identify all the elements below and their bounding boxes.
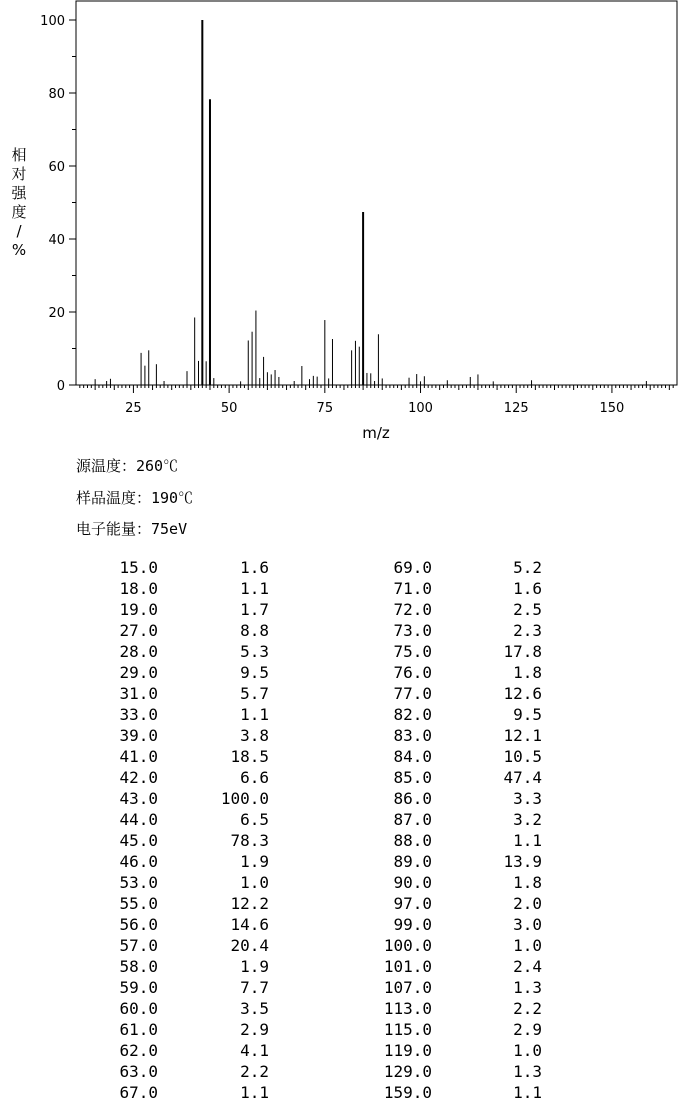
table-row — [0, 788, 680, 809]
intensity-value: 1.3 — [513, 978, 542, 997]
mz-value: 82.0 — [393, 705, 432, 724]
table-row — [0, 683, 680, 704]
intensity-value: 6.5 — [240, 810, 269, 829]
intensity-value: 47.4 — [503, 768, 542, 787]
mz-value: 67.0 — [119, 1083, 158, 1102]
mz-value: 100.0 — [383, 936, 432, 955]
y-tick-label: 100 — [40, 14, 65, 29]
mz-value: 101.0 — [383, 957, 432, 976]
intensity-value: 1.1 — [240, 705, 269, 724]
intensity-value: 1.3 — [513, 1062, 542, 1081]
table-row — [0, 935, 680, 956]
mz-value: 28.0 — [119, 642, 158, 661]
mz-value: 69.0 — [393, 558, 432, 577]
y-axis-label-char: / — [16, 222, 22, 240]
x-tick-label: 75 — [316, 401, 334, 416]
mz-value: 87.0 — [393, 810, 432, 829]
sample-temperature: 样品温度：190℃ — [76, 489, 194, 507]
mz-value: 76.0 — [393, 663, 432, 682]
source-temperature: 源温度：260℃ — [76, 457, 179, 475]
mz-value: 86.0 — [393, 789, 432, 808]
table-row — [0, 1061, 680, 1082]
intensity-value: 2.0 — [513, 894, 542, 913]
y-tick-label: 20 — [48, 306, 65, 321]
mz-value: 107.0 — [383, 978, 432, 997]
mz-value: 61.0 — [119, 1020, 158, 1039]
intensity-value: 9.5 — [513, 705, 542, 724]
table-row — [0, 578, 680, 599]
mz-value: 88.0 — [393, 831, 432, 850]
intensity-value: 1.0 — [240, 873, 269, 892]
mz-value: 159.0 — [383, 1083, 432, 1102]
mz-value: 15.0 — [119, 558, 158, 577]
x-tick-label: 100 — [408, 401, 433, 416]
mz-value: 63.0 — [119, 1062, 158, 1081]
mz-value: 84.0 — [393, 747, 432, 766]
intensity-value: 1.9 — [240, 957, 269, 976]
intensity-value: 7.7 — [240, 978, 269, 997]
mz-value: 59.0 — [119, 978, 158, 997]
y-axis-label-char: 强 — [11, 184, 27, 202]
intensity-value: 18.5 — [230, 747, 269, 766]
mz-value: 56.0 — [119, 915, 158, 934]
x-tick-label: 25 — [125, 401, 142, 416]
mz-value: 90.0 — [393, 873, 432, 892]
y-tick-label: 0 — [56, 379, 65, 394]
electron-energy: 电子能量：75eV — [76, 520, 188, 538]
mz-value: 89.0 — [393, 852, 432, 871]
intensity-value: 1.0 — [513, 936, 542, 955]
table-row — [0, 1082, 680, 1103]
table-row — [0, 998, 680, 1019]
mz-value: 129.0 — [383, 1062, 432, 1081]
intensity-value: 12.2 — [230, 894, 269, 913]
intensity-value: 2.9 — [240, 1020, 269, 1039]
mz-value: 62.0 — [119, 1041, 158, 1060]
intensity-value: 1.1 — [240, 1083, 269, 1102]
intensity-value: 20.4 — [230, 936, 269, 955]
table-row — [0, 599, 680, 620]
mz-value: 44.0 — [119, 810, 158, 829]
mz-value: 97.0 — [393, 894, 432, 913]
table-row — [0, 893, 680, 914]
mz-value: 42.0 — [119, 768, 158, 787]
table-row — [0, 641, 680, 662]
table-row — [0, 1040, 680, 1061]
y-axis-label-char: 相 — [11, 146, 27, 164]
mz-value: 58.0 — [119, 957, 158, 976]
intensity-value: 4.1 — [240, 1041, 269, 1060]
intensity-value: 3.8 — [240, 726, 269, 745]
intensity-value: 3.2 — [513, 810, 542, 829]
mz-value: 113.0 — [383, 999, 432, 1018]
intensity-value: 14.6 — [230, 915, 269, 934]
mz-value: 57.0 — [119, 936, 158, 955]
intensity-value: 2.2 — [240, 1062, 269, 1081]
table-row — [0, 809, 680, 830]
mz-value: 45.0 — [119, 831, 158, 850]
table-row — [0, 1019, 680, 1040]
intensity-value: 2.2 — [513, 999, 542, 1018]
mz-value: 19.0 — [119, 600, 158, 619]
mz-value: 73.0 — [393, 621, 432, 640]
y-tick-label: 80 — [48, 87, 65, 102]
intensity-value: 5.7 — [240, 684, 269, 703]
x-tick-label: 125 — [503, 401, 529, 416]
mz-value: 55.0 — [119, 894, 158, 913]
intensity-value: 1.8 — [513, 663, 542, 682]
mz-value: 43.0 — [119, 789, 158, 808]
mz-value: 60.0 — [119, 999, 158, 1018]
intensity-value: 12.6 — [503, 684, 542, 703]
intensity-value: 3.0 — [513, 915, 542, 934]
intensity-value: 2.3 — [513, 621, 542, 640]
intensity-value: 17.8 — [503, 642, 542, 661]
intensity-value: 12.1 — [503, 726, 542, 745]
table-row — [0, 704, 680, 725]
mz-value: 46.0 — [119, 852, 158, 871]
mz-value: 41.0 — [119, 747, 158, 766]
table-row — [0, 914, 680, 935]
mz-value: 75.0 — [393, 642, 432, 661]
x-axis-label: m/z — [362, 424, 390, 442]
intensity-value: 2.5 — [513, 600, 542, 619]
y-tick-label: 40 — [48, 233, 65, 248]
intensity-value: 3.3 — [513, 789, 542, 808]
mz-value: 85.0 — [393, 768, 432, 787]
mz-value: 83.0 — [393, 726, 432, 745]
intensity-value: 10.5 — [503, 747, 542, 766]
mz-value: 29.0 — [119, 663, 158, 682]
intensity-value: 1.1 — [513, 831, 542, 850]
table-row — [0, 767, 680, 788]
table-row — [0, 851, 680, 872]
intensity-value: 5.3 — [240, 642, 269, 661]
mz-value: 119.0 — [383, 1041, 432, 1060]
y-axis-label-char: % — [11, 241, 27, 259]
intensity-value: 6.6 — [240, 768, 269, 787]
x-tick-label: 150 — [599, 401, 625, 416]
table-row — [0, 830, 680, 851]
intensity-value: 5.2 — [513, 558, 542, 577]
mz-value: 99.0 — [393, 915, 432, 934]
mz-value: 31.0 — [119, 684, 158, 703]
intensity-value: 2.4 — [513, 957, 542, 976]
intensity-value: 1.8 — [513, 873, 542, 892]
mz-value: 39.0 — [119, 726, 158, 745]
intensity-value: 8.8 — [240, 621, 269, 640]
intensity-value: 100.0 — [220, 789, 269, 808]
intensity-value: 1.6 — [513, 579, 542, 598]
intensity-value: 13.9 — [503, 852, 542, 871]
table-row — [0, 977, 680, 998]
intensity-value: 1.0 — [513, 1041, 542, 1060]
table-row — [0, 725, 680, 746]
y-axis-label-char: 对 — [11, 165, 27, 183]
intensity-value: 1.9 — [240, 852, 269, 871]
intensity-value: 78.3 — [230, 831, 269, 850]
mz-value: 18.0 — [119, 579, 158, 598]
table-row — [0, 620, 680, 641]
table-row — [0, 662, 680, 683]
intensity-value: 3.5 — [240, 999, 269, 1018]
intensity-value: 1.6 — [240, 558, 269, 577]
y-tick-label: 60 — [48, 160, 65, 175]
intensity-value: 2.9 — [513, 1020, 542, 1039]
table-row — [0, 872, 680, 893]
intensity-value: 1.7 — [240, 600, 269, 619]
y-axis-label-char: 度 — [11, 203, 27, 221]
mz-value: 33.0 — [119, 705, 158, 724]
x-tick-label: 50 — [220, 401, 238, 416]
mz-value: 27.0 — [119, 621, 158, 640]
mz-value: 71.0 — [393, 579, 432, 598]
mz-value: 53.0 — [119, 873, 158, 892]
table-row — [0, 557, 680, 578]
table-row — [0, 746, 680, 767]
intensity-value: 1.1 — [513, 1083, 542, 1102]
mz-value: 115.0 — [383, 1020, 432, 1039]
mz-value: 77.0 — [393, 684, 432, 703]
mz-value: 72.0 — [393, 600, 432, 619]
intensity-value: 1.1 — [240, 579, 269, 598]
table-row — [0, 956, 680, 977]
intensity-value: 9.5 — [240, 663, 269, 682]
